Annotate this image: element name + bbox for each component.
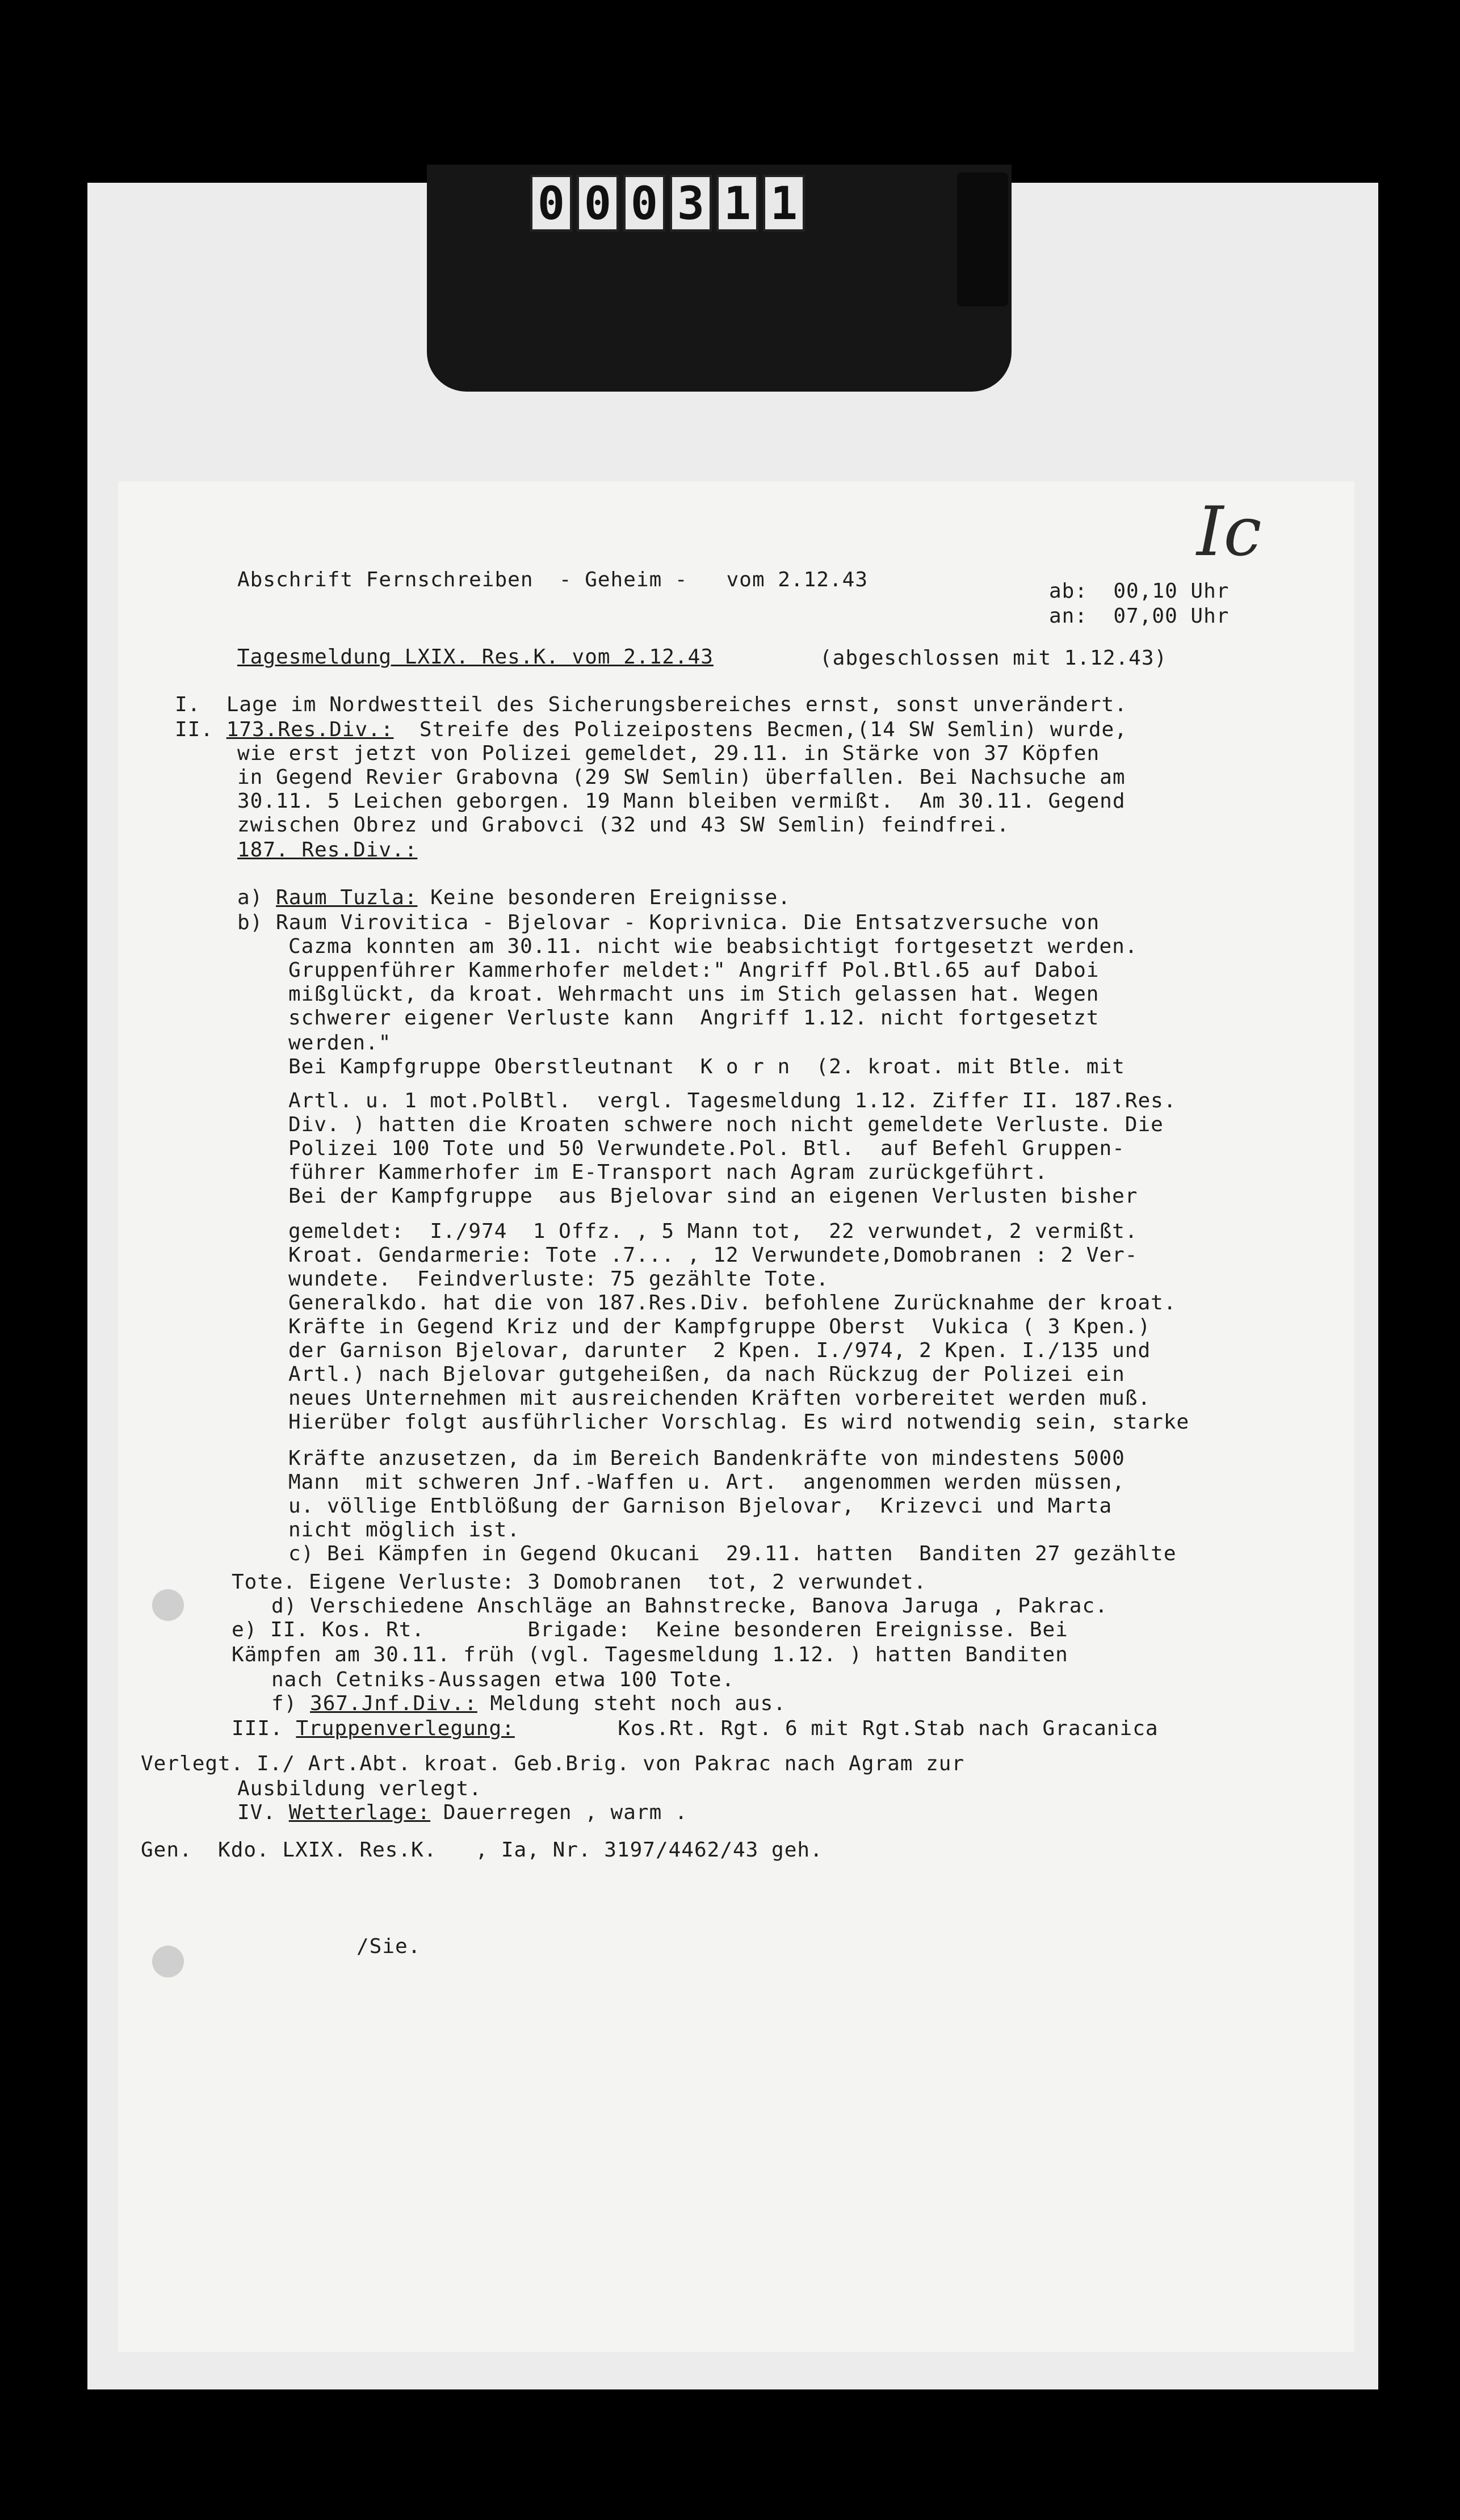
header-line: Abschrift Fernschreiben - Geheim - vom 2.12.43 (237, 568, 869, 591)
line-text: I. Lage im Nordwestteil des Sicherungsbereiches ernst, sonst unverändert. (175, 693, 1127, 716)
item-prefix: f) (271, 1692, 311, 1715)
line-text: Kräfte in Gegend Kriz und der Kampfgruppe Oberst Vukica ( 3 Kpen.) (288, 1315, 1151, 1338)
document-line (288, 934, 1138, 959)
line-text: Polizei 100 Tote und 50 Verwundete.Pol. Btl. auf Befehl Gruppen- (288, 1137, 1125, 1160)
underlined-heading: 367.Jnf.Div.: (310, 1692, 477, 1715)
document-line (237, 813, 1009, 838)
line-text: Generalkdo. hat die von 187.Res.Div. befohlene Zurücknahme der kroat. (288, 1291, 1177, 1314)
counter-digit: 3 (670, 175, 712, 232)
counter-digit: 0 (530, 175, 572, 232)
document-line (141, 1838, 823, 1863)
line-text: nach Cetniks-Aussagen etwa 100 Tote. (271, 1668, 735, 1691)
document-line (237, 1776, 482, 1801)
counter-digit: 1 (763, 175, 805, 232)
document-line (288, 1314, 1151, 1339)
line-text: Dauerregen , warm . (430, 1801, 688, 1824)
underlined-heading: Raum Tuzla: (276, 886, 418, 909)
document-line (288, 958, 1099, 983)
underlined-heading: 173.Res.Div.: (226, 718, 394, 741)
line-text: neues Unternehmen mit ausreichenden Kräften vorbereitet werden muß. (288, 1387, 1151, 1410)
line-text: werden." (288, 1031, 392, 1055)
counter-knob (957, 173, 1008, 306)
document-line (288, 1410, 1189, 1435)
line-text: gemeldet: I./974 1 Offz. , 5 Mann tot, 22 verwundet, 2 vermißt. (288, 1220, 1138, 1243)
document-line (175, 717, 1127, 742)
line-text: Keine besonderen Ereignisse. (417, 886, 791, 909)
counter-digit: 0 (623, 175, 665, 232)
document-line (271, 1594, 1108, 1619)
counter-digit: 0 (577, 175, 619, 232)
line-text: Hierüber folgt ausführlicher Vorschlag. Es wird notwendig sein, starke (288, 1410, 1190, 1434)
document-line (288, 1291, 1177, 1316)
line-text: Streife des Polizeipostens Becmen,(14 SW Semlin) wurde, (393, 718, 1127, 741)
document-body (118, 481, 1354, 2352)
header-an: an: 07,00 Uhr (1049, 604, 1230, 628)
document-line (288, 982, 1099, 1007)
document-line (232, 1643, 1068, 1668)
line-text: Bei Kampfgruppe Oberstleutnant K o r n (2. kroat. mit Btle. mit (288, 1055, 1125, 1078)
handwritten-mark: Ic (1197, 493, 1262, 572)
document-line (237, 910, 1100, 935)
document-line (288, 1518, 520, 1543)
document-line (288, 1338, 1151, 1363)
document-line (288, 1267, 829, 1292)
document-line (288, 1362, 1125, 1387)
frame-counter (530, 175, 848, 234)
line-text: in Gegend Revier Grabovna (29 SW Semlin) überfallen. Bei Nachsuche am (237, 766, 1126, 789)
document-page (118, 481, 1354, 2352)
line-text: Kämpfen am 30.11. früh (vgl. Tagesmeldung 1.12. ) hatten Banditen (232, 1643, 1068, 1666)
line-text: /Sie. (356, 1935, 421, 1958)
document-line (237, 789, 1126, 814)
line-text: Meldung steht noch aus. (477, 1692, 786, 1715)
document-line (237, 741, 1100, 766)
document-line (288, 1219, 1138, 1244)
underlined-heading: 187. Res.Div.: (237, 838, 418, 862)
document-line (288, 1160, 1048, 1185)
document-line (237, 765, 1126, 790)
subject-line: Tagesmeldung LXIX. Res.K. vom 2.12.43 (237, 645, 714, 669)
line-text: wundete. Feindverluste: 75 gezählte Tote. (288, 1267, 829, 1291)
line-text: mißglückt, da kroat. Wehrmacht uns im Stich gelassen hat. Wegen (288, 982, 1100, 1006)
document-line (271, 1668, 735, 1692)
line-text: Gruppenführer Kammerhofer meldet:" Angriff Pol.Btl.65 auf Daboi (288, 959, 1100, 982)
line-text: b) Raum Virovitica - Bjelovar - Koprivnica. Die Entsatzversuche von (237, 911, 1100, 934)
document-line (288, 1542, 1177, 1566)
line-text: Bei der Kampfgruppe aus Bjelovar sind an eigenen Verlusten bisher (288, 1185, 1138, 1208)
document-line (141, 1752, 964, 1776)
line-text: Artl. u. 1 mot.PolBtl. vergl. Tagesmeldung 1.12. Ziffer II. 187.Res. (288, 1089, 1177, 1112)
line-text: 30.11. 5 Leichen geborgen. 19 Mann bleiben vermißt. Am 30.11. Gegend (237, 789, 1126, 813)
document-line (288, 1136, 1125, 1161)
item-prefix: a) (237, 886, 276, 909)
document-line (288, 1470, 1125, 1495)
line-text: Artl.) nach Bjelovar gutgeheißen, da nach Rückzug der Polizei ein (288, 1363, 1125, 1386)
line-text: Div. ) hatten die Kroaten schwere noch nicht gemeldete Verluste. Die (288, 1113, 1164, 1136)
document-line (288, 1055, 1125, 1080)
section-number: II. (175, 718, 226, 741)
document-line (288, 1446, 1125, 1471)
document-line (237, 838, 417, 863)
line-text: zwischen Obrez und Grabovci (32 und 43 SW Semlin) feindfrei. (237, 813, 1010, 837)
section-number: IV. (237, 1801, 289, 1824)
line-text: Kräfte anzusetzen, da im Bereich Bandenkräfte von mindestens 5000 (288, 1447, 1125, 1470)
line-text: Mann mit schweren Jnf.-Waffen u. Art. angenommen werden müssen, (288, 1471, 1125, 1494)
document-line (175, 692, 1127, 717)
line-text: c) Bei Kämpfen in Gegend Okucani 29.11. hatten Banditen 27 gezählte (288, 1542, 1177, 1565)
subject-note: (abgeschlossen mit 1.12.43) (820, 646, 1168, 670)
header-ab: ab: 00,10 Uhr (1049, 579, 1230, 603)
document-line (232, 1570, 926, 1595)
document-line (288, 1089, 1177, 1114)
document-line (288, 1494, 1112, 1519)
document-line (237, 885, 791, 910)
underlined-heading: Truppenverlegung: (296, 1717, 515, 1740)
document-line (288, 1386, 1151, 1411)
line-text: der Garnison Bjelovar, darunter 2 Kpen. I./974, 2 Kpen. I./135 und (288, 1339, 1151, 1362)
document-line (288, 1184, 1138, 1209)
document-line (288, 1243, 1138, 1268)
line-text: schwerer eigener Verluste kann Angriff 1.12. nicht fortgesetzt (288, 1006, 1100, 1030)
line-text: Kos.Rt. Rgt. 6 mit Rgt.Stab nach Gracanica (514, 1717, 1159, 1740)
document-line (288, 1112, 1164, 1137)
document-line (232, 1618, 1068, 1643)
document-line (356, 1934, 421, 1959)
line-text: e) II. Kos. Rt. Brigade: Keine besonderen Ereignisse. Bei (232, 1618, 1068, 1641)
document-line (288, 1006, 1099, 1031)
section-number: III. (232, 1717, 296, 1740)
line-text: Verlegt. I./ Art.Abt. kroat. Geb.Brig. von Pakrac nach Agram zur (141, 1752, 965, 1775)
counter-digit: 1 (716, 175, 758, 232)
underlined-heading: Wetterlage: (288, 1801, 431, 1824)
line-text: nicht möglich ist. (288, 1518, 521, 1542)
document-line (232, 1716, 1159, 1741)
line-text: Ausbildung verlegt. (237, 1777, 482, 1800)
document-line (237, 1800, 688, 1825)
line-text: d) Verschiedene Anschläge an Bahnstrecke, Banova Jaruga , Pakrac. (271, 1594, 1108, 1618)
line-text: Tote. Eigene Verluste: 3 Domobranen tot, 2 verwundet. (232, 1570, 927, 1594)
line-text: Cazma konnten am 30.11. nicht wie beabsichtigt fortgesetzt werden. (288, 935, 1138, 958)
line-text: wie erst jetzt von Polizei gemeldet, 29.11. in Stärke von 37 Köpfen (237, 742, 1100, 765)
line-text: Gen. Kdo. LXIX. Res.K. , Ia, Nr. 3197/4462/43 geh. (141, 1838, 823, 1862)
line-text: Kroat. Gendarmerie: Tote .7... , 12 Verwundete,Domobranen : 2 Ver- (288, 1244, 1138, 1267)
document-line (271, 1691, 786, 1716)
document-line (288, 1031, 391, 1056)
line-text: u. völlige Entblößung der Garnison Bjelovar, Krizevci und Marta (288, 1494, 1113, 1518)
line-text: führer Kammerhofer im E-Transport nach Agram zurückgeführt. (288, 1161, 1048, 1184)
